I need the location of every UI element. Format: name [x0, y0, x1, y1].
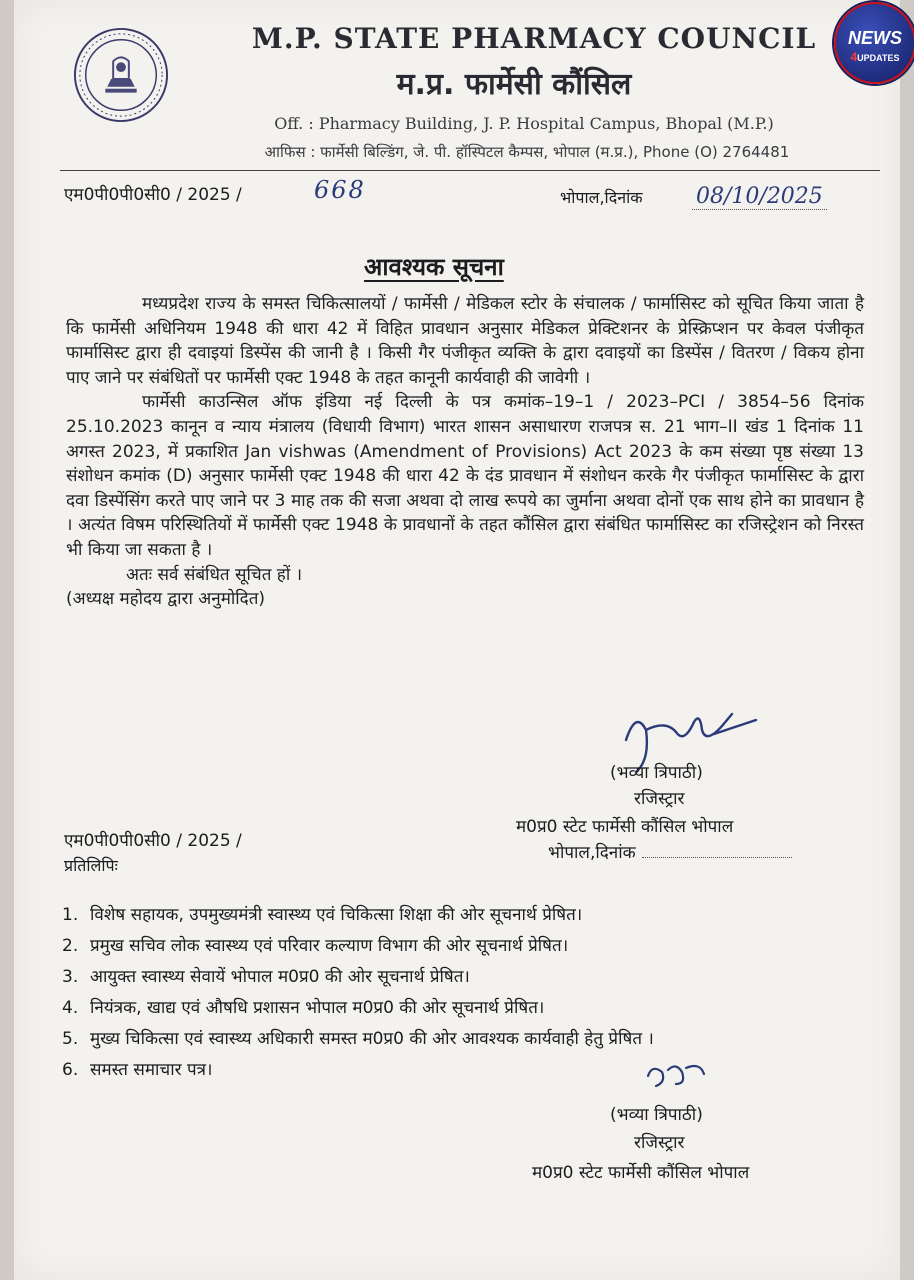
- copy-recipient-number: 2.: [62, 936, 79, 956]
- copy-recipient-number: 1.: [62, 905, 79, 925]
- reference-number-handwritten: 668: [314, 176, 366, 204]
- copy-recipient-list: [62, 902, 862, 1088]
- approval-note: (अध्यक्ष महोदय द्वारा अनुमोदित): [66, 589, 266, 610]
- logo-updates-line: [844, 50, 906, 64]
- date-label: भोपाल,दिनांक: [560, 188, 643, 207]
- copy-recipient-text: विशेष सहायक, उपमुख्यमंत्री स्वास्थ्य एवं चिकित्सा शिक्षा की ओर सूचनार्थ प्रेषित।: [90, 905, 583, 925]
- reference-prefix: एम0पी0पी0सी0 / 2025 /: [64, 185, 242, 205]
- logo-number: 4: [850, 50, 858, 64]
- copy-recipient-text: मुख्य चिकित्सा एवं स्वास्थ्य अधिकारी समस्त म0प्र0 की ओर आवश्यक कार्यवाही हेतु प्रेषित ।: [90, 1029, 654, 1049]
- signatory-office-2: म0प्र0 स्टेट फार्मेसी कौंसिल भोपाल: [532, 1163, 750, 1183]
- council-seal-icon: [72, 26, 170, 124]
- copy-recipient-item: [62, 1057, 862, 1083]
- office-address-hindi: आफिस : फार्मेसी बिल्डिंग, जे. पी. हॉस्पिटल कैम्पस, भोपाल (म.प्र.), Phone (O) 2764481: [264, 143, 790, 161]
- notice-paragraph-1: मध्यप्रदेश राज्य के समस्त चिकित्सालयों / फार्मेसी / मेडिकल स्टोर के संचालक / फार्मासिस्ट को सूचित किया जाता है कि फार्मेसी अधिनियम 1948 की धारा 42 में विहित प्रावधान अनुसार मेडिकल प्रेक्टिशनर के प्रेस्क्रिप्शन पर केवल पंजीकृत फार्मासिस्ट द्वारा ही दवाइयां डिस्पेंस की जानी है । किसी गैर पंजीकृत व्यक्ति के द्वारा दवाइयों का डिस्पेंस / वितरण / विकय होना पाए जाने पर संबंधितों पर फार्मेसी एक्ट 1948 के तहत कानूनी कार्यवाही की जावेगी ।: [66, 294, 864, 388]
- signatory-designation-1: रजिस्ट्रार: [634, 789, 685, 809]
- letterhead-divider: [60, 170, 880, 171]
- copy-reference: एम0पी0पी0सी0 / 2025 /: [64, 831, 242, 851]
- date-value-handwritten: 08/10/2025: [692, 184, 827, 210]
- signatory-office-1: म0प्र0 स्टेट फार्मेसी कौंसिल भोपाल: [516, 817, 734, 837]
- office-address-english: Off. : Pharmacy Building, J. P. Hospital Campus, Bhopal (M.P.): [274, 114, 774, 133]
- signatory-name-2: (भव्या त्रिपाठी): [610, 1105, 703, 1125]
- copy-recipient-text: प्रमुख सचिव लोक स्वास्थ्य एवं परिवार कल्याण विभाग की ओर सूचनार्थ प्रेषित।: [90, 936, 569, 956]
- logo-news-text: NEWS: [848, 28, 902, 48]
- copy-recipient-number: 3.: [62, 967, 79, 987]
- signatory-name-1: (भव्या त्रिपाठी): [610, 763, 703, 783]
- notice-paragraph-2: फार्मेसी काउन्सिल ऑफ इंडिया नई दिल्ली के पत्र कमांक–19–1 / 2023–PCI / 3854–56 दिनांक 25.10.2023 कानून व न्याय मंत्रालय (विधायी विभाग) भारत शासन असाधारण राजपत्र स. 21 भाग–II खंड 1 दिनांक 11 अगस्त 2023, में प्रकाशित Jan vishwas (Amendment of Provisions) Act 2023 के कम संख्या पृष्ठ संख्या 13 संशोधन कमांक (D) अनुसार फार्मेसी एक्ट 1948 की धारा 42 के दंड प्रावधान में संशोधन करके गैर पंजीकृत फार्मासिस्ट के द्वारा दवा डिस्पेंसिंग करते पाए जाने पर 3 माह तक की सजा अथवा दो लाख रूपये का जुर्माना अथवा दोनों एक साथ होने का प्रावधान है । अत्यंत विषम परिस्थितियों में फार्मेसी एक्ट 1948 के प्रावधानों के तहत कौंसिल द्वारा संबंधित फार्मासिस्ट का रजिस्ट्रेशन को निरस्त भी किया जा सकता है ।: [66, 392, 864, 560]
- copy-recipient-item: [62, 902, 862, 928]
- copy-recipient-item: [62, 1026, 862, 1052]
- notice-body: [66, 292, 864, 612]
- notice-paragraph-3: अतः सर्व संबंधित सूचित हों ।: [126, 564, 303, 585]
- copy-recipient-item: [62, 964, 862, 990]
- copy-recipient-text: आयुक्त स्वास्थ्य सेवायें भोपाल म0प्र0 की ओर सूचनार्थ प्रेषित।: [90, 967, 470, 987]
- signatory-designation-2: रजिस्ट्रार: [634, 1133, 685, 1153]
- copy-recipient-number: 6.: [62, 1060, 79, 1080]
- copy-recipient-text: समस्त समाचार पत्र।: [90, 1060, 213, 1080]
- news-4-updates-logo: [834, 2, 914, 84]
- registrar-initials-2: [642, 1058, 712, 1094]
- copy-recipient-item: [62, 933, 862, 959]
- signatory-date-line: [548, 840, 792, 863]
- date-blank-dots: [642, 857, 792, 858]
- letter-sheet: [14, 0, 900, 1280]
- letterhead-title-english: M.P. STATE PHARMACY COUNCIL: [251, 22, 817, 55]
- notice-title: आवश्यक सूचना: [364, 253, 504, 281]
- copy-recipient-number: 4.: [62, 998, 79, 1018]
- copy-recipient-number: 5.: [62, 1029, 79, 1049]
- copy-recipient-text: नियंत्रक, खाद्य एवं औषधि प्रशासन भोपाल म0प्र0 की ओर सूचनार्थ प्रेषित।: [90, 998, 545, 1018]
- copy-recipient-item: [62, 995, 862, 1021]
- signatory-date-label: भोपाल,दिनांक: [548, 843, 636, 863]
- letterhead-title-hindi: म.प्र. फार्मेसी कौंसिल: [396, 67, 632, 102]
- logo-updates-text: UPDATES: [857, 53, 900, 63]
- copy-label: प्रतिलिपिः: [64, 856, 118, 875]
